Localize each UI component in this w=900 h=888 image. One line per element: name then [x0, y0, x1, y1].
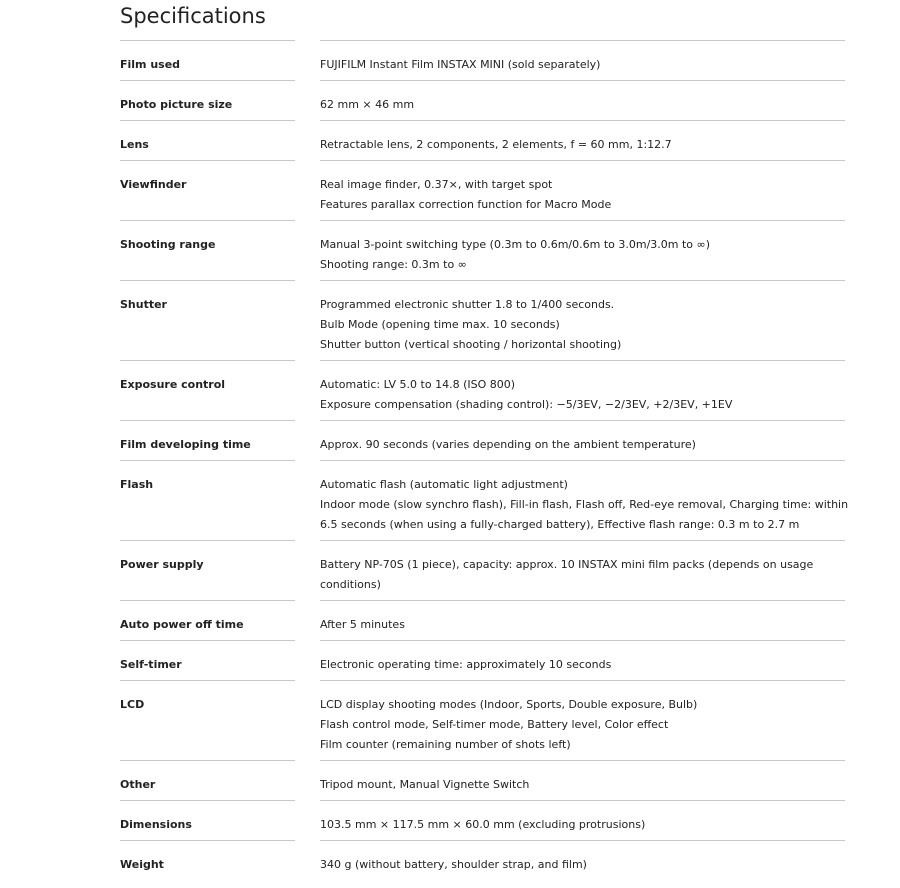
spec-value: [320, 375, 845, 415]
spec-row: [120, 760, 845, 800]
spec-value-line: Automatic flash (automatic light adjustment): [320, 478, 568, 491]
spec-value-line: Shooting range: 0.3m to ∞: [320, 258, 467, 271]
spec-value-line: Shutter button (vertical shooting / horizontal shooting): [320, 338, 622, 351]
spec-value-line: Exposure compensation (shading control): −5/3EV, −2/3EV, +2/3EV, +1EV: [320, 398, 733, 411]
spec-row: [120, 80, 845, 120]
specifications-table: [120, 40, 849, 880]
spec-label: Dimensions: [120, 818, 192, 831]
spec-value-line: 6.5 seconds (when using a fully-charged battery), Effective flash range: 0.3 m to 2.7 m: [320, 518, 800, 531]
spec-row: [120, 840, 845, 880]
spec-value: [320, 95, 845, 115]
spec-label: Viewfinder: [120, 178, 187, 191]
spec-label: Shutter: [120, 298, 167, 311]
page-title: Specifications: [120, 4, 266, 28]
spec-value-line: 103.5 mm × 117.5 mm × 60.0 mm (excluding protrusions): [320, 818, 646, 831]
spec-row: [120, 540, 845, 600]
spec-row: [120, 40, 845, 80]
spec-row: [120, 280, 845, 360]
spec-value: [320, 55, 845, 75]
spec-value-line: After 5 minutes: [320, 618, 405, 631]
spec-label: Film used: [120, 58, 181, 71]
spec-label: Photo picture size: [120, 98, 233, 111]
spec-value-line: Features parallax correction function for Macro Mode: [320, 198, 612, 211]
spec-value: [320, 435, 845, 455]
spec-value-line: Programmed electronic shutter 1.8 to 1/400 seconds.: [320, 298, 615, 311]
spec-value-line: Manual 3-point switching type (0.3m to 0.6m/0.6m to 3.0m/3.0m to ∞): [320, 238, 710, 251]
spec-row: [120, 460, 849, 540]
spec-value-line: 62 mm × 46 mm: [320, 98, 415, 111]
spec-label: Power supply: [120, 558, 204, 571]
spec-value-line: Retractable lens, 2 components, 2 elements, f = 60 mm, 1:12.7: [320, 138, 672, 151]
spec-value-line: LCD display shooting modes (Indoor, Sports, Double exposure, Bulb): [320, 698, 698, 711]
spec-value-line: FUJIFILM Instant Film INSTAX MINI (sold separately): [320, 58, 601, 71]
spec-row: [120, 120, 845, 160]
spec-value: [320, 475, 848, 535]
spec-value: [320, 775, 845, 795]
spec-value: [320, 295, 845, 355]
spec-label: Shooting range: [120, 238, 216, 251]
spec-label: Self-timer: [120, 658, 182, 671]
spec-value: [320, 695, 845, 755]
spec-row: [120, 220, 845, 280]
spec-row: [120, 640, 845, 680]
spec-value: [320, 615, 845, 635]
spec-value-line: Tripod mount, Manual Vignette Switch: [320, 778, 530, 791]
spec-row: [120, 360, 845, 420]
spec-value-line: Bulb Mode (opening time max. 10 seconds): [320, 318, 560, 331]
spec-value: [320, 175, 845, 215]
spec-value-line: Automatic: LV 5.0 to 14.8 (ISO 800): [320, 378, 516, 391]
spec-label: LCD: [120, 698, 145, 711]
spec-value: [320, 235, 845, 275]
spec-label: Film developing time: [120, 438, 251, 451]
spec-row: [120, 680, 845, 760]
spec-value: [320, 855, 845, 875]
spec-value-line: Real image finder, 0.37×, with target spot: [320, 178, 553, 191]
spec-label: Auto power off time: [120, 618, 244, 631]
spec-value: [320, 815, 845, 835]
spec-row: [120, 600, 845, 640]
spec-label: Weight: [120, 858, 164, 871]
spec-value: [320, 135, 845, 155]
spec-value-line: Film counter (remaining number of shots left): [320, 738, 571, 751]
spec-label: Lens: [120, 138, 149, 151]
spec-row: [120, 160, 845, 220]
spec-value-line: Flash control mode, Self-timer mode, Battery level, Color effect: [320, 718, 669, 731]
spec-value-line: conditions): [320, 578, 381, 591]
spec-value-line: Electronic operating time: approximately 10 seconds: [320, 658, 612, 671]
spec-value: [320, 655, 845, 675]
spec-label: Other: [120, 778, 156, 791]
spec-value-line: Approx. 90 seconds (varies depending on the ambient temperature): [320, 438, 696, 451]
spec-row: [120, 800, 845, 840]
spec-value-line: Battery NP-70S (1 piece), capacity: approx. 10 INSTAX mini film packs (depends on usage: [320, 558, 814, 571]
spec-label: Flash: [120, 478, 154, 491]
spec-row: [120, 420, 845, 460]
spec-value-line: 340 g (without battery, shoulder strap, and film): [320, 858, 587, 871]
spec-value-line: Indoor mode (slow synchro flash), Fill-in flash, Flash off, Red-eye removal, Charging time: within: [320, 498, 849, 511]
spec-value: [320, 555, 845, 595]
spec-label: Exposure control: [120, 378, 226, 391]
